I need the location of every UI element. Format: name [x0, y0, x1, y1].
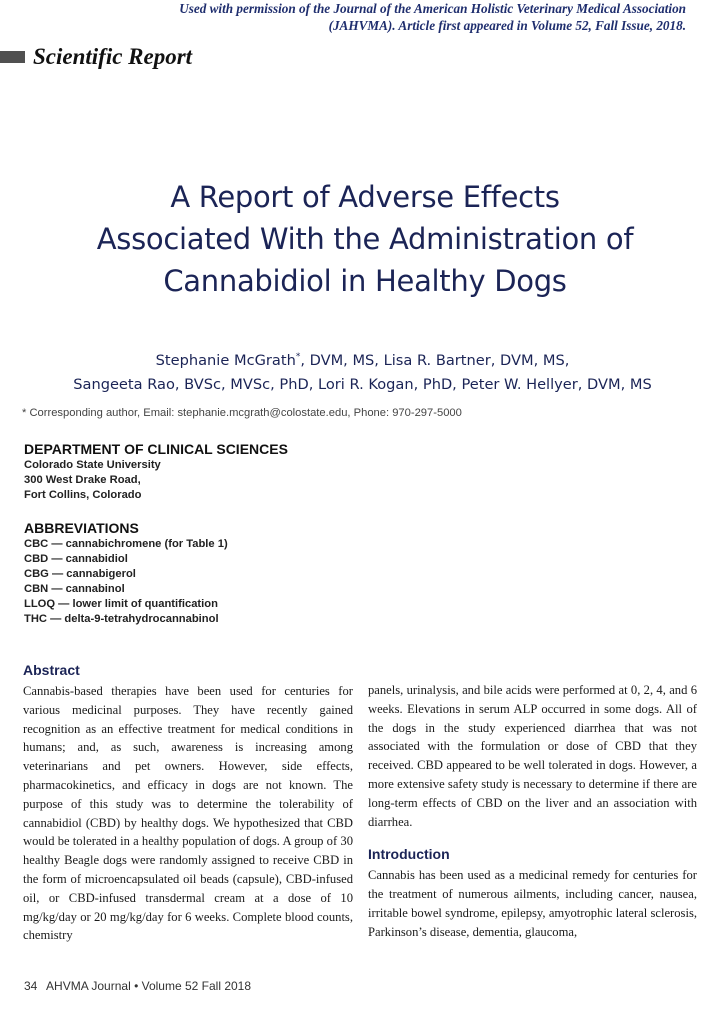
department-line: Fort Collins, Colorado [24, 489, 142, 501]
corresponding-author-note: * Corresponding author, Email: stephanie.mcgrath@colostate.edu, Phone: 970-297-5000 [22, 407, 462, 419]
author-line-1-rest: , DVM, MS, Lisa R. Bartner, DVM, MS, [300, 351, 570, 369]
lead-author-name: Stephanie McGrath [155, 351, 296, 369]
abstract-text-left: Cannabis-based therapies have been used for centuries for various medicinal purposes. They have recently gained recognition as an effective treatment for medical conditions in humans; and, as such, awareness is increasing among veterinarians and pet owners. However, side effects, pharmacokinetics, and efficacy in dogs are not known. The purpose of this study was to determine the tolerability of cannabidiol (CBD) by healthy dogs. We hypothesized that CBD would be tolerated in a healthy population of dogs. A group of 30 healthy Beagle dogs were randomly assigned to receive CBD in the form of microencapsulated oil beads (capsule), CBD-infused oil, or CBD-infused transdermal cream at a dose of 10 mg/kg/day or 20 mg/kg/day for 6 weeks. Complete blood counts, chemistry [23, 684, 353, 943]
journal-name: AHVMA Journal [46, 979, 131, 993]
section-bar-decoration [0, 51, 25, 63]
abbreviation-item: CBC — cannabichromene (for Table 1) [24, 538, 228, 550]
author-line-1 [10, 345, 715, 373]
abbreviation-item: CBN — cannabinol [24, 583, 125, 595]
abbreviations-heading: ABBREVIATIONS [24, 520, 139, 536]
footer-separator: • [134, 979, 139, 993]
section-label-text: Scientific Report [33, 44, 193, 69]
department-line: 300 West Drake Road, [24, 474, 141, 486]
introduction-text: Cannabis has been used as a medicinal remedy for centuries for the treatment of numerous ailments, including cancer, nausea, irritable bowel syndrome, epilepsy, amyotrophic lateral sclerosis, Parkinson’s disease, dementia, glaucoma, [368, 868, 697, 939]
page-footer [24, 979, 251, 993]
abbreviation-item: THC — delta-9-tetrahydrocannabinol [24, 613, 219, 625]
permission-line-2: (JAHVMA). Article first appeared in Volume 52, Fall Issue, 2018. [328, 18, 686, 33]
abbreviations-block [24, 520, 424, 627]
author-line-2: Sangeeta Rao, BVSc, MVSc, PhD, Lori R. Kogan, PhD, Peter W. Hellyer, DVM, MS [73, 375, 652, 393]
permission-line-1: Used with permission of the Journal of the American Holistic Veterinary Medical Association [179, 1, 686, 16]
introduction-heading: Introduction [368, 846, 450, 863]
abstract-text-right: panels, urinalysis, and bile acids were performed at 0, 2, 4, and 6 weeks. Elevations in serum ALP occurred in some dogs. All of the dogs in the study experienced diarrhea that was not associated with the formulation or dose of CBD that they received. CBD appeared to be well tolerated in dogs. However, a more extensive safety study is necessary to determine if there are long-term effects of CBD on the liver and an association with diarrhea. [368, 683, 697, 829]
journal-volume: Volume 52 Fall 2018 [141, 979, 252, 993]
title-line-2: Associated With the Administration of [96, 222, 634, 256]
corresponding-mark: * [295, 352, 301, 362]
department-line: Colorado State University [24, 459, 161, 471]
section-label [0, 44, 192, 70]
title-line-3: Cannabidiol in Healthy Dogs [163, 264, 567, 298]
abstract-heading: Abstract [23, 662, 80, 678]
abbreviation-item: CBG — cannabigerol [24, 568, 136, 580]
article-title [40, 176, 690, 302]
author-list [10, 345, 715, 397]
title-line-1: A Report of Adverse Effects [170, 180, 560, 214]
department-block [24, 441, 424, 503]
page-number: 34 [24, 979, 38, 993]
right-column [368, 681, 697, 942]
abbreviation-item: LLOQ — lower limit of quantification [24, 598, 218, 610]
department-heading: DEPARTMENT OF CLINICAL SCIENCES [24, 441, 288, 457]
permission-notice [126, 0, 686, 34]
abbreviation-item: CBD — cannabidiol [24, 553, 128, 565]
left-column [23, 661, 353, 945]
